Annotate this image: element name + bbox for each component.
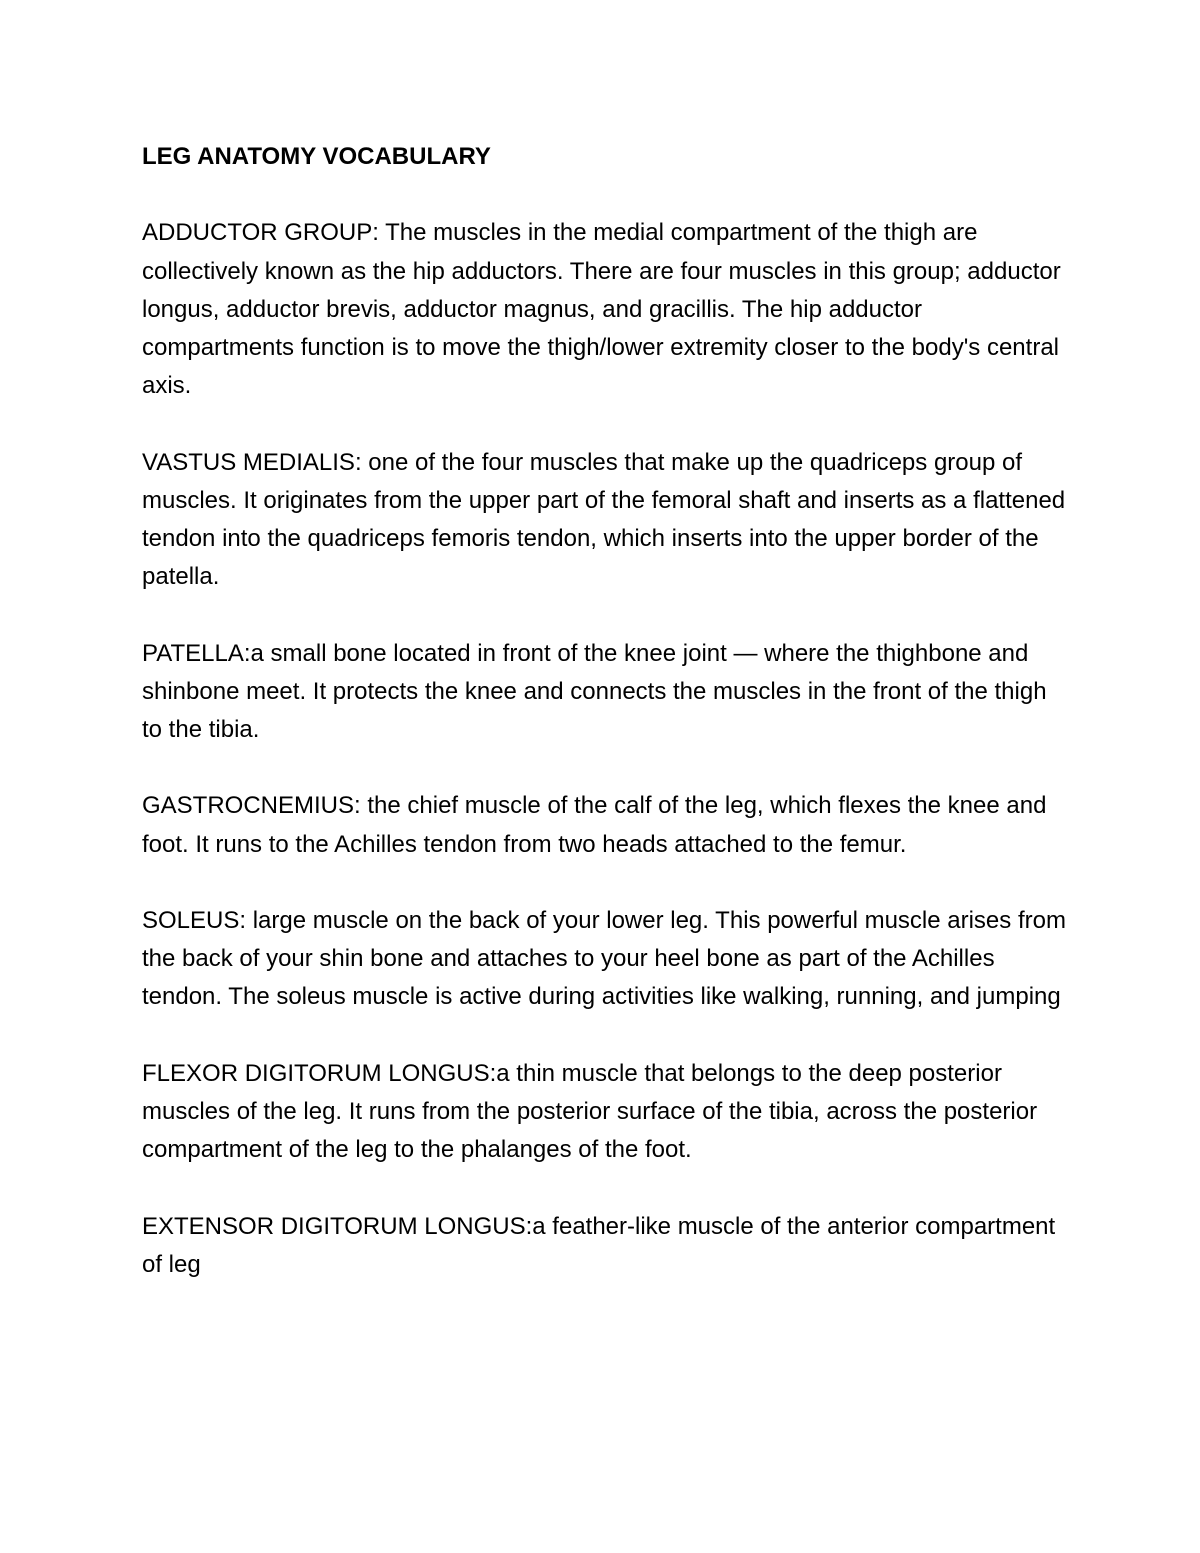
spacer — [142, 405, 1072, 443]
spacer — [142, 596, 1072, 634]
spacer — [142, 1169, 1072, 1207]
spacer — [142, 176, 1072, 214]
entry-term: PATELLA: — [142, 639, 251, 667]
entry-gastrocnemius — [142, 787, 1072, 863]
entry-term: EXTENSOR DIGITORUM LONGUS: — [142, 1212, 533, 1240]
entry-definition: a small bone located in front of the knee joint — where the thighbone and shinbone meet. It protects the knee and connects the muscles in the front of the thigh to the tibia. — [142, 639, 1047, 743]
entry-extensor-digitorum-longus — [142, 1208, 1072, 1284]
entry-soleus — [142, 902, 1072, 1017]
entry-definition: a thin muscle that belongs to the deep posterior muscles of the leg. It runs from the posterior surface of the tibia, across the posterior compartment of the leg to the phalanges of the foot. — [142, 1059, 1038, 1164]
entry-definition: large muscle on the back of your lower leg. This powerful muscle arises from the back of your shin bone and attaches to your heel bone as part of the Achilles tendon. The soleus muscle is active during activities like walking, running, and jumping — [142, 906, 1066, 1011]
entry-term: GASTROCNEMIUS: — [142, 792, 361, 820]
spacer — [142, 864, 1072, 902]
entry-definition: the chief muscle of the calf of the leg, which flexes the knee and foot. It runs to the Achilles tendon from two heads attached to the femur. — [142, 792, 1047, 858]
entry-term: FLEXOR DIGITORUM LONGUS: — [142, 1059, 497, 1087]
entry-vastus-medialis — [142, 444, 1072, 597]
entry-term: VASTUS MEDIALIS: — [142, 448, 362, 476]
entry-definition: The muscles in the medial compartment of the thigh are collectively known as the hip adductors. There are four muscles in this group; adductor longus, adductor brevis, adductor magnus, and gracillis. The hip adductor compartments function is to move the thigh/lower extremity closer to the body's central axis. — [142, 219, 1061, 400]
spacer — [142, 749, 1072, 787]
entry-patella — [142, 635, 1072, 750]
entry-term: SOLEUS: — [142, 906, 247, 934]
entry-definition: one of the four muscles that make up the quadriceps group of muscles. It originates from the upper part of the femoral shaft and inserts as a flattened tendon into the quadriceps femoris tendon, which inserts into the upper border of the patella. — [142, 448, 1066, 591]
entry-term: ADDUCTOR GROUP: — [142, 219, 379, 247]
entry-definition: a feather-like muscle of the anterior compartment of leg — [142, 1212, 1056, 1278]
spacer — [142, 1017, 1072, 1055]
document-title: LEG ANATOMY VOCABULARY — [142, 143, 491, 170]
entry-adductor-group — [142, 214, 1072, 405]
entry-flexor-digitorum-longus — [142, 1055, 1072, 1170]
document-page — [142, 138, 1072, 1284]
